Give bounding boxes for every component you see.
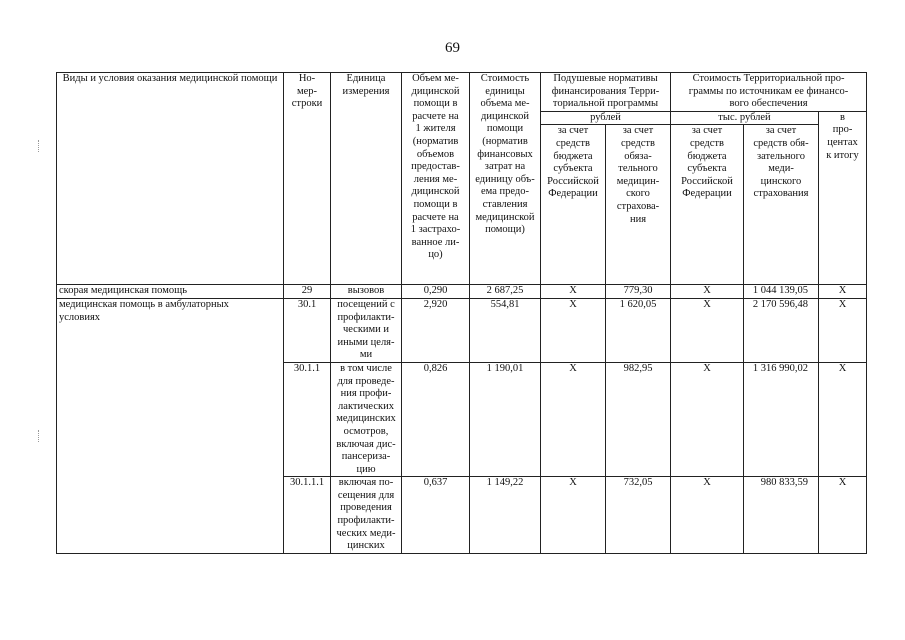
cell-total-budget: X — [671, 298, 744, 362]
page-number: 69 — [445, 40, 460, 56]
cell-percapita-oms: 779,30 — [606, 285, 671, 299]
cell-type: медицинская помощь в амбулаторных условиях — [57, 298, 284, 553]
scan-mark — [38, 430, 40, 442]
header-total-group: Стоимость Территориальной про- граммы по источникам ее финансо- вого обеспечения — [671, 73, 867, 112]
scan-mark — [38, 140, 40, 152]
cell-percapita-oms: 732,05 — [606, 477, 671, 554]
table-row — [57, 285, 867, 299]
header-percapita-group: Подушевые нормативы финансирования Терри- ториальной программы — [541, 73, 671, 112]
cell-cost: 554,81 — [470, 298, 541, 362]
cell-unit: в том числе для проведе- ния профи- лактических медицинских осмотров, включая дис- пансериза- цию — [331, 362, 402, 476]
financing-table — [56, 72, 867, 554]
cell-volume: 0,637 — [402, 477, 470, 554]
cell-total-percent: X — [819, 477, 867, 554]
header-unit: Единица измерения — [331, 73, 402, 285]
header-percapita-unit: рублей — [541, 111, 671, 125]
cell-total-budget: X — [671, 285, 744, 299]
cell-total-oms: 1 316 990,02 — [744, 362, 819, 476]
cell-rownum: 29 — [284, 285, 331, 299]
cell-cost: 1 190,01 — [470, 362, 541, 476]
cell-unit: вызовов — [331, 285, 402, 299]
header-percapita-oms: за счет средств обяза- тельного медицин- ского страхова- ния — [606, 125, 671, 285]
cell-rownum: 30.1 — [284, 298, 331, 362]
cell-unit: посещений с профилакти- ческими и иными целя- ми — [331, 298, 402, 362]
header-cost: Стоимость единицы объема ме- дицинской помощи (норматив финансовых затрат на единицу объ- ема предо- ставления медицинской помощи) — [470, 73, 541, 285]
cell-type: скорая медицинская помощь — [57, 285, 284, 299]
cell-percapita-budget: X — [541, 477, 606, 554]
table-row — [57, 298, 867, 362]
cell-percapita-budget: X — [541, 298, 606, 362]
cell-percapita-budget: X — [541, 285, 606, 299]
cell-percapita-oms: 982,95 — [606, 362, 671, 476]
header-total-percent: в про- центах к итогу — [819, 111, 867, 285]
cell-rownum: 30.1.1.1 — [284, 477, 331, 554]
cell-total-percent: X — [819, 285, 867, 299]
cell-total-oms: 2 170 596,48 — [744, 298, 819, 362]
cell-total-percent: X — [819, 298, 867, 362]
cell-volume: 0,290 — [402, 285, 470, 299]
cell-total-oms: 1 044 139,05 — [744, 285, 819, 299]
cell-total-oms: 980 833,59 — [744, 477, 819, 554]
cell-volume: 0,826 — [402, 362, 470, 476]
header-volume: Объем ме- дицинской помощи в расчете на 1 жителя (норматив объемов предостав- ления ме- дицинской помощи в расчете на 1 застрахо- ванное ли- цо) — [402, 73, 470, 285]
cell-volume: 2,920 — [402, 298, 470, 362]
cell-total-budget: X — [671, 477, 744, 554]
header-total-oms: за счет средств обя- зательного меди- цинского страхования — [744, 125, 819, 285]
cell-percapita-oms: 1 620,05 — [606, 298, 671, 362]
cell-total-percent: X — [819, 362, 867, 476]
cell-unit: включая по- сещения для проведения профилакти- ческих меди- цинских — [331, 477, 402, 554]
header-total-budget: за счет средств бюджета субъекта Российской Федерации — [671, 125, 744, 285]
cell-cost: 2 687,25 — [470, 285, 541, 299]
cell-percapita-budget: X — [541, 362, 606, 476]
cell-total-budget: X — [671, 362, 744, 476]
header-percapita-budget: за счет средств бюджета субъекта Российской Федерации — [541, 125, 606, 285]
cell-cost: 1 149,22 — [470, 477, 541, 554]
header-type: Виды и условия оказания медицинской помощи — [57, 73, 284, 285]
header-total-unit: тыс. рублей — [671, 111, 819, 125]
header-row-1 — [57, 73, 867, 112]
cell-rownum: 30.1.1 — [284, 362, 331, 476]
header-rownum: Но- мер- строки — [284, 73, 331, 285]
